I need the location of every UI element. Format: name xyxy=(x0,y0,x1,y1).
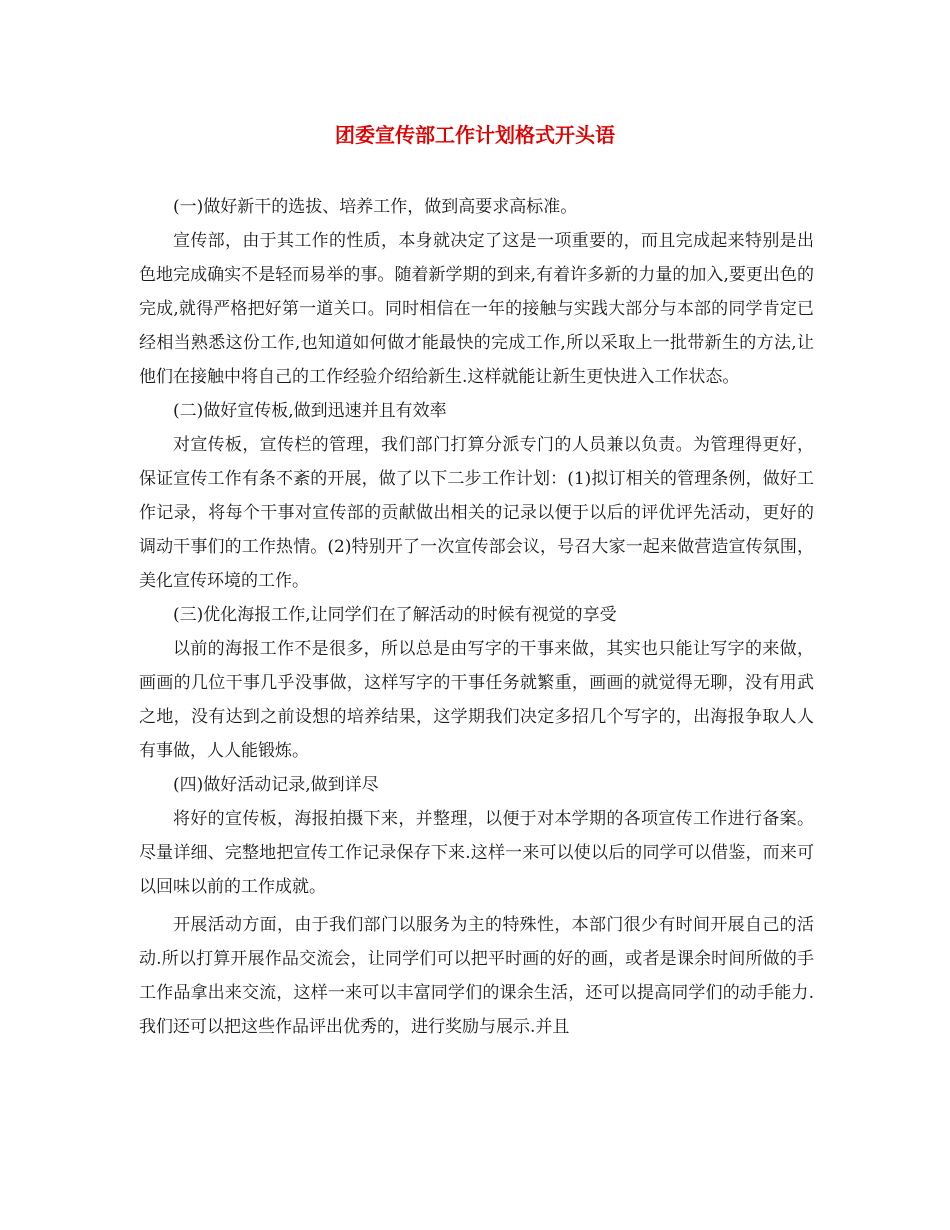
paragraph-body-4: 将好的宣传板，海报拍摄下来，并整理，以便于对本学期的各项宣传工作进行备案。尽量详细、完整地把宣传工作记录保存下来.这样一来可以使以后的同学可以借鉴，而来可以回味以前的工作成就。 xyxy=(139,809,814,897)
paragraph-heading-1: (一)做好新干的选拔、培养工作，做到高要求高标准。 xyxy=(173,197,578,217)
paragraph-heading-4: (四)做好活动记录,做到详尽 xyxy=(173,775,379,795)
paragraph-body-1: 宣传部，由于其工作的性质，本身就决定了这是一项重要的，而且完成起来特别是出色地完成确实不是轻而易举的事。随着新学期的到来,有着许多新的力量的加入,要更出色的完成,就得严格把好第一道关口。同时相信在一年的接触与实践大部分与本部的同学肯定已经相当熟悉这份工作,也知道如何做才能最快的完成工作,所以采取上一批带新生的方法,让他们在接触中将自己的工作经验介绍给新生.这样就能让新生更快进入工作状态。 xyxy=(139,231,814,387)
document-title: 团委宣传部工作计划格式开头语 xyxy=(335,123,615,147)
paragraph-body-3: 以前的海报工作不是很多，所以总是由写字的干事来做，其实也只能让写字的来做，画画的几位干事几乎没事做，这样写字的干事任务就繁重，画画的就觉得无聊，没有用武之地，没有达到之前设想的培养结果，这学期我们决定多招几个写字的，出海报争取人人有事做，人人能锻炼。 xyxy=(139,639,814,761)
paragraph-heading-3: (三)优化海报工作,让同学们在了解活动的时候有视觉的享受 xyxy=(173,605,617,625)
paragraph-heading-2: (二)做好宣传板,做到迅速并且有效率 xyxy=(173,401,447,421)
paragraph-body-2: 对宣传板，宣传栏的管理，我们部门打算分派专门的人员兼以负责。为管理得更好，保证宣传工作有条不紊的开展，做了以下二步工作计划：(1)拟订相关的管理条例，做好工作记录，将每个干事对宣传部的贡献做出相关的记录以便于以后的评优评先活动，更好的调动干事们的工作热情。(2)特别开了一次宣传部会议，号召大家一起来做营造宣传氛围，美化宣传环境的工作。 xyxy=(139,435,814,591)
document-body xyxy=(139,190,814,1044)
paragraph-body-5: 开展活动方面，由于我们部门以服务为主的特殊性，本部门很少有时间开展自己的活动.所以打算开展作品交流会，让同学们可以把平时画的好的画，或者是课余时间所做的手工作品拿出来交流，这样一来可以丰富同学们的课余生活，还可以提高同学们的动手能力.我们还可以把这些作品评出优秀的，进行奖励与展示.并且 xyxy=(139,915,814,1037)
